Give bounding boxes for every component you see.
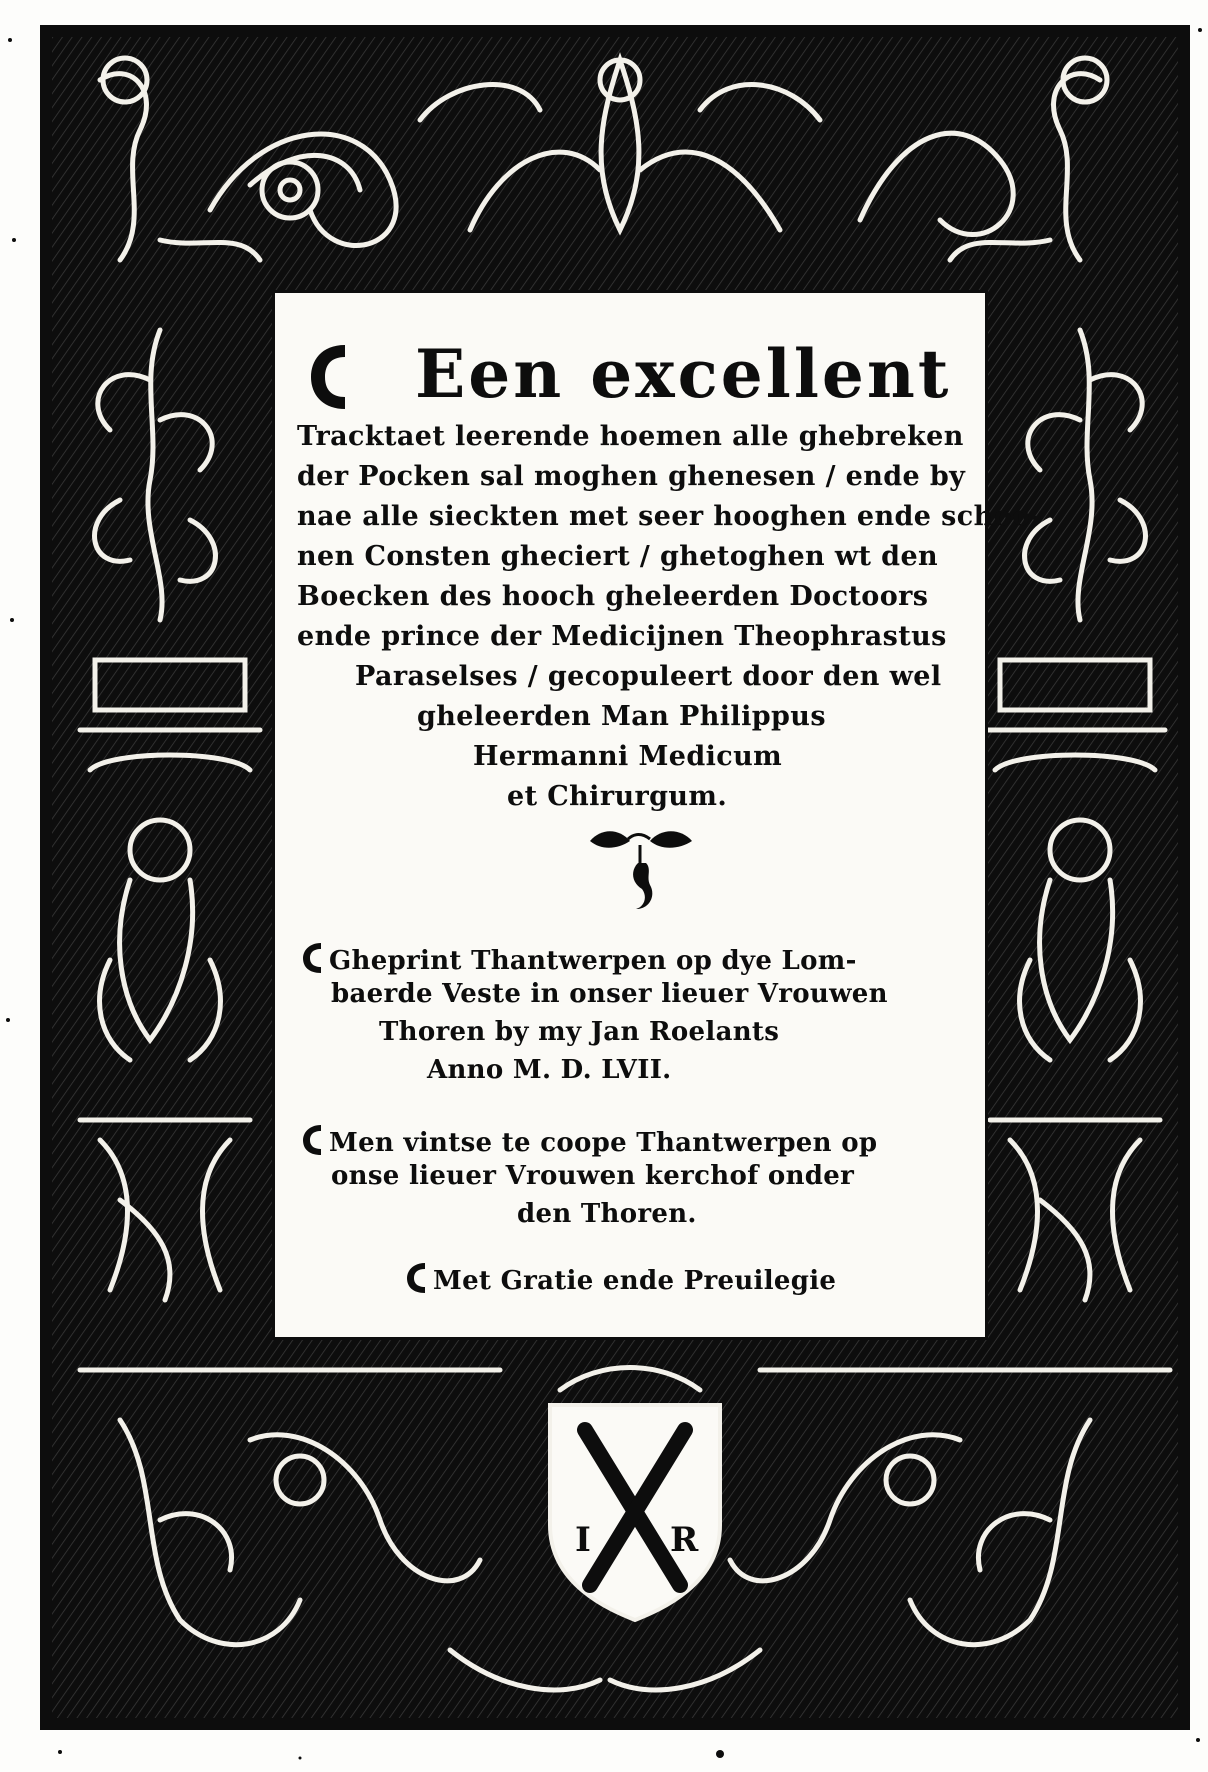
body-line-8: gheleerden Man Philippus [417,701,826,732]
imprint-line-4: Anno M. D. LVII. [427,1055,672,1085]
imprint-line-3: Thoren by my Jan Roelants [379,1017,780,1047]
sale-line-1 [301,1123,877,1158]
printer-mark-letter-right: R [670,1520,699,1560]
pilcrow-icon [307,341,351,413]
body-line-9: Hermanni Medicum [473,741,783,772]
body-line-7: Paraselses / gecopuleert door den wel [355,661,942,692]
imprint-line-1 [301,941,857,976]
sale-text-1: Men vintse te coope Thantwerpen op [329,1128,878,1158]
title-text-panel [272,290,1043,1340]
printer-mark-letter-left: I [575,1520,591,1560]
privilege-line [405,1261,836,1296]
body-line-1: Tracktaet leerende hoemen alle ghebreken [297,421,964,452]
pilcrow-icon [301,941,323,975]
imprint-line-2: baerde Veste in onser lieuer Vrouwen [331,979,888,1009]
body-line-2: der Pocken sal moghen ghenesen / ende by [297,461,966,492]
body-line-6: ende prince der Medicijnen Theophrastus [297,621,947,652]
body-line-5: Boecken des hooch gheleerden Doctoors [297,581,929,612]
pilcrow-icon [301,1123,323,1157]
fleuron-icon [580,823,700,913]
printer-mark-icon [540,1395,730,1625]
pilcrow-icon [405,1261,427,1295]
body-line-3: nae alle sieckten met seer hooghen ende schoo- [297,501,1043,532]
body-line-10: et Chirurgum. [507,781,728,812]
sale-line-3: den Thoren. [517,1199,697,1229]
imprint-text-1: Gheprint Thantwerpen op dye Lom- [329,946,857,976]
privilege-text: Met Gratie ende Preuilegie [433,1266,837,1296]
title: Een excellent [415,335,952,413]
body-line-4: nen Consten gheciert / ghetoghen wt den [297,541,939,572]
sale-line-2: onse lieuer Vrouwen kerchof onder [331,1161,855,1191]
